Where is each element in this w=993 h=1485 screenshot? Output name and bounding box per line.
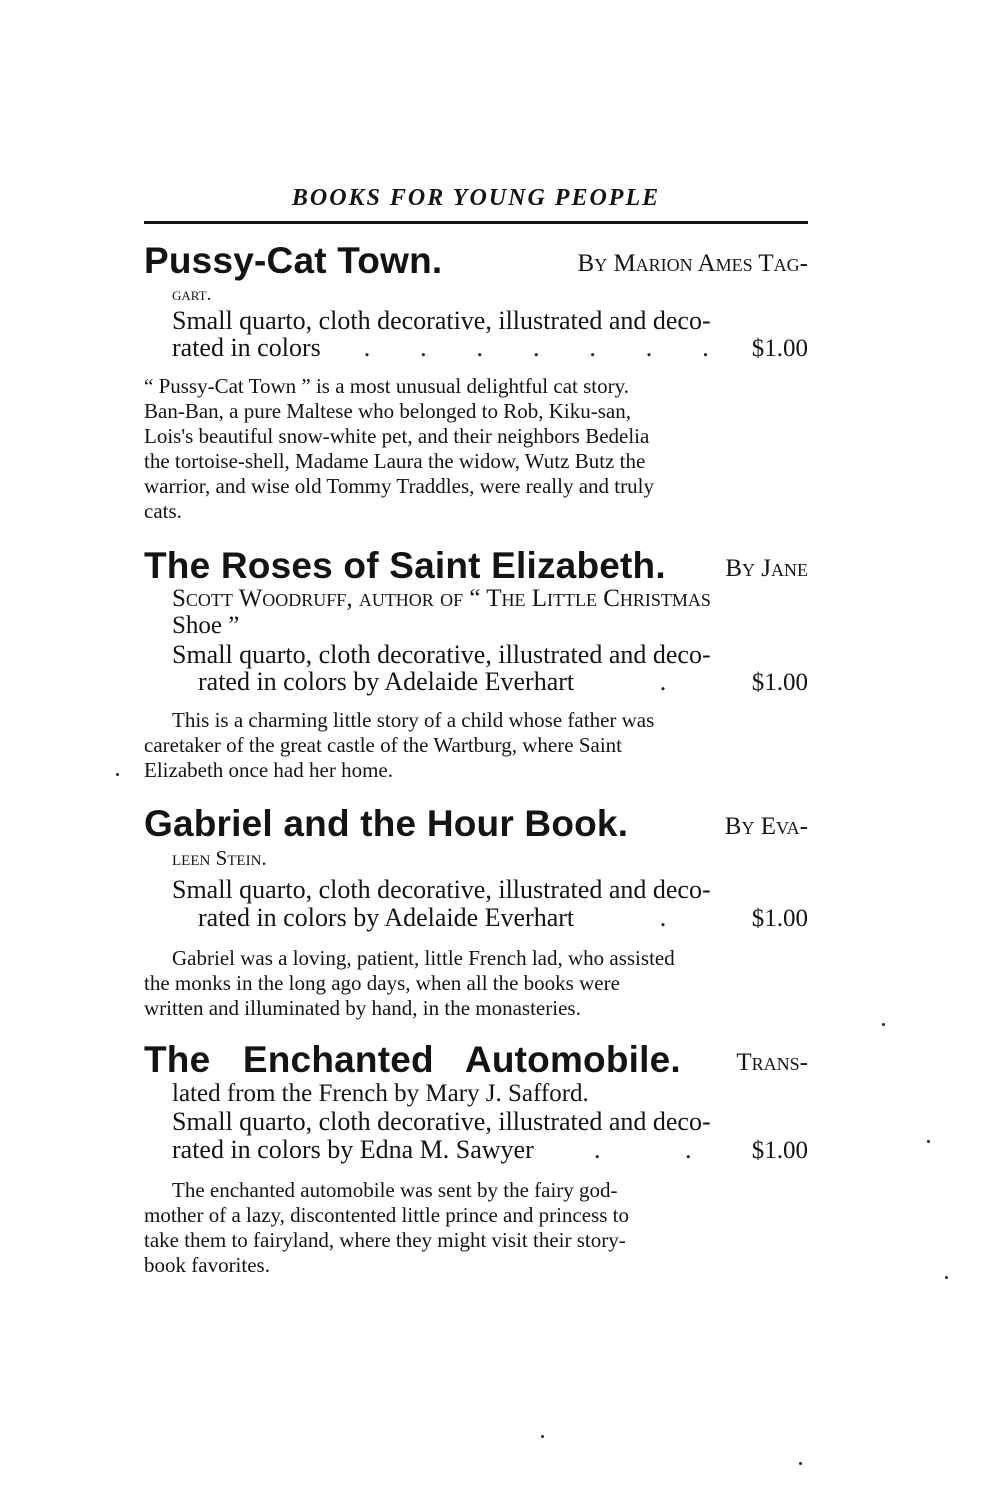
- book-description: [144, 1178, 808, 1278]
- scan-speck: [945, 1276, 948, 1279]
- format-description-cont: rated in colors by Adelaide Everhart: [198, 903, 575, 932]
- price: $1.00: [751, 335, 808, 362]
- leader-dots: .: [659, 667, 667, 696]
- scan-speck: [116, 773, 119, 776]
- book-title: The Roses of Saint Elizabeth.: [144, 545, 666, 586]
- book-title: Pussy-Cat Town.: [144, 240, 443, 281]
- format-description: Small quarto, cloth decorative, illustrated and deco-: [172, 306, 711, 335]
- description-line: Ban-Ban, a pure Maltese who belonged to Rob, Kiku-san,: [144, 399, 631, 423]
- book-description: [144, 708, 808, 783]
- format-price-line: [172, 1135, 808, 1165]
- description-line: Elizabeth once had her home.: [144, 758, 393, 782]
- price: $1.00: [751, 1137, 808, 1164]
- description-line: This is a charming little story of a child whose father was: [172, 708, 655, 732]
- entry-heading: [144, 1039, 808, 1085]
- description-line: Gabriel was a loving, patient, little French lad, who assisted: [172, 946, 675, 970]
- author-byline: By Jane: [725, 555, 808, 582]
- author-byline: By Marion Ames Tag-: [577, 250, 808, 277]
- entry-heading: [144, 803, 808, 849]
- description-line: “ Pussy-Cat Town ” is a most unusual delightful cat story.: [144, 374, 629, 398]
- author-byline-cont: Scott Woodruff, author of “ The Little Christmas: [172, 585, 711, 612]
- description-line: take them to fairyland, where they might visit their story-: [144, 1228, 626, 1252]
- format-price-line: [198, 903, 808, 933]
- leader-dots: .: [659, 903, 667, 932]
- scan-speck: [927, 1140, 930, 1143]
- description-line: cats.: [144, 499, 182, 523]
- scan-speck: [799, 1462, 802, 1465]
- format-description: Small quarto, cloth decorative, illustrated and deco-: [172, 640, 711, 669]
- description-line: written and illuminated by hand, in the monasteries.: [144, 996, 581, 1020]
- format-price-line: [198, 667, 808, 697]
- format-description-cont: rated in colors by Adelaide Everhart: [198, 667, 575, 696]
- author-byline-cont: leen Stein.: [172, 846, 267, 870]
- leader-dots: . .: [594, 1135, 692, 1164]
- description-line: mother of a lazy, discontented little prince and princess to: [144, 1203, 629, 1227]
- book-description: [144, 946, 808, 1021]
- scan-speck: [882, 1023, 885, 1026]
- description-line: warrior, and wise old Tommy Traddles, were really and truly: [144, 474, 654, 498]
- book-title: Gabriel and the Hour Book.: [144, 803, 629, 844]
- book-title: The Enchanted Automobile.: [144, 1039, 681, 1080]
- description-line: the monks in the long ago days, when all the books were: [144, 971, 620, 995]
- entry-heading: [144, 240, 808, 286]
- author-byline-cont: lated from the French by Mary J. Safford.: [172, 1080, 589, 1107]
- description-line: The enchanted automobile was sent by the fairy god-: [172, 1178, 618, 1202]
- author-byline: By Eva-: [724, 813, 808, 840]
- author-byline-cont: gart.: [172, 284, 212, 305]
- author-byline-cont: Shoe ”: [172, 612, 240, 639]
- format-description-cont: rated in colors: [172, 333, 321, 362]
- price: $1.00: [751, 905, 808, 932]
- format-description-cont: rated in colors by Edna M. Sawyer: [172, 1135, 534, 1164]
- format-price-line: [172, 333, 808, 363]
- description-line: caretaker of the great castle of the Wartburg, where Saint: [144, 733, 622, 757]
- author-byline: Trans-: [736, 1049, 808, 1076]
- price: $1.00: [751, 669, 808, 696]
- scan-speck: [541, 1435, 544, 1438]
- header-rule: [144, 221, 808, 224]
- book-description: [144, 374, 808, 524]
- leader-dots: . . . . . . .: [363, 333, 709, 362]
- description-line: book favorites.: [144, 1253, 270, 1277]
- description-line: Lois's beautiful snow-white pet, and their neighbors Bedelia: [144, 424, 650, 448]
- running-head: BOOKS FOR YOUNG PEOPLE: [291, 185, 661, 211]
- format-description: Small quarto, cloth decorative, illustrated and deco-: [172, 1107, 711, 1136]
- format-description: Small quarto, cloth decorative, illustrated and deco-: [172, 875, 711, 904]
- description-line: the tortoise-shell, Madame Laura the widow, Wutz Butz the: [144, 449, 646, 473]
